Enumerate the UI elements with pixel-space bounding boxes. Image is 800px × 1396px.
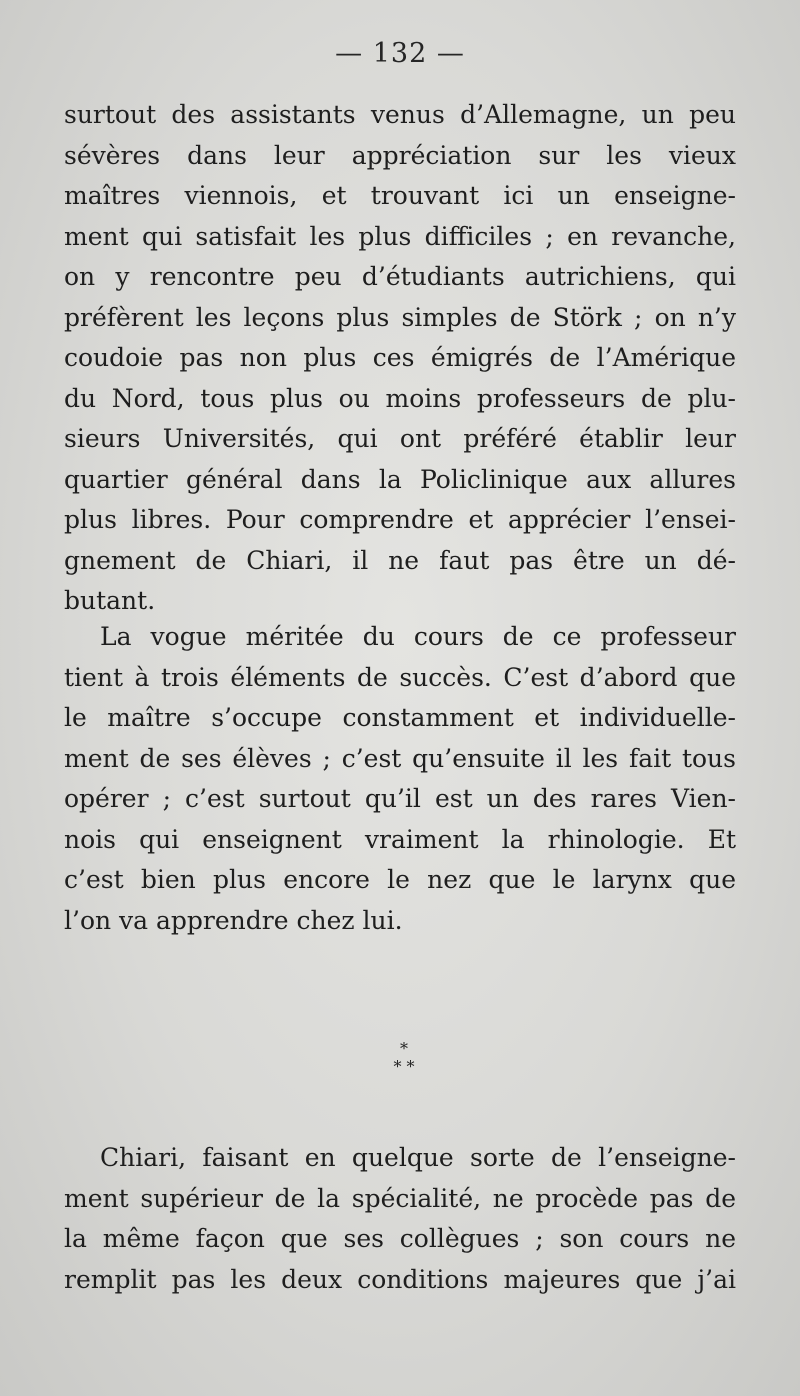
text-line: Chiari, faisant en quelque sorte de l’enseigne- bbox=[100, 1143, 736, 1172]
text-line: ment supérieur de la spécialité, ne procède pas de bbox=[64, 1183, 736, 1213]
text-line: quartier général dans la Policlinique aux allures bbox=[64, 464, 736, 494]
text-line: La vogue méritée du cours de ce professeur bbox=[100, 622, 736, 651]
text-line: ment qui satisfait les plus difficiles ; en revanche, bbox=[64, 221, 736, 251]
text-line: du Nord, tous plus ou moins professeurs de plu- bbox=[64, 383, 736, 413]
text-line: préfèrent les leçons plus simples de Störk ; on n’y bbox=[64, 302, 736, 332]
asterism-divider bbox=[380, 1040, 428, 1080]
text-line: la même façon que ses collègues ; son cours ne bbox=[64, 1224, 736, 1253]
text-line: butant. bbox=[64, 586, 156, 615]
text-line: coudoie pas non plus ces émigrés de l’Amérique bbox=[64, 343, 736, 372]
text-line: ment de ses élèves ; c’est qu’ensuite il les fait tous bbox=[64, 743, 736, 773]
text-line: opérer ; c’est surtout qu’il est un des rares Vien- bbox=[64, 784, 736, 813]
text-line: surtout des assistants venus d’Allemagne, un peu bbox=[64, 100, 736, 129]
text-line: on y rencontre peu d’étudiants autrichiens, qui bbox=[64, 262, 736, 291]
paragraph-2 bbox=[64, 617, 736, 941]
page-number: — 132 — bbox=[335, 38, 465, 69]
text-line: c’est bien plus encore le nez que le larynx que bbox=[64, 865, 736, 894]
text-line: plus libres. Pour comprendre et apprécier l’ensei- bbox=[64, 505, 736, 534]
text-line: sieurs Universités, qui ont préféré établir leur bbox=[64, 424, 736, 453]
paragraph-3 bbox=[64, 1138, 736, 1300]
text-line: sévères dans leur appréciation sur les vieux bbox=[64, 140, 736, 170]
text-line: maîtres viennois, et trouvant ici un enseigne- bbox=[64, 181, 736, 210]
asterism-top: * bbox=[400, 1039, 408, 1058]
text-line: gnement de Chiari, il ne faut pas être un dé- bbox=[64, 545, 736, 575]
text-line: l’on va apprendre chez lui. bbox=[64, 905, 403, 935]
text-line: remplit pas les deux conditions majeures que j’ai bbox=[64, 1264, 736, 1294]
text-line: le maître s’occupe constamment et individuelle- bbox=[64, 703, 736, 732]
text-line: tient à trois éléments de succès. C’est d’abord que bbox=[64, 662, 736, 692]
asterism-bottom: * * bbox=[393, 1057, 415, 1076]
paragraph-1 bbox=[64, 95, 736, 622]
text-line: nois qui enseignent vraiment la rhinologie. Et bbox=[64, 824, 736, 854]
